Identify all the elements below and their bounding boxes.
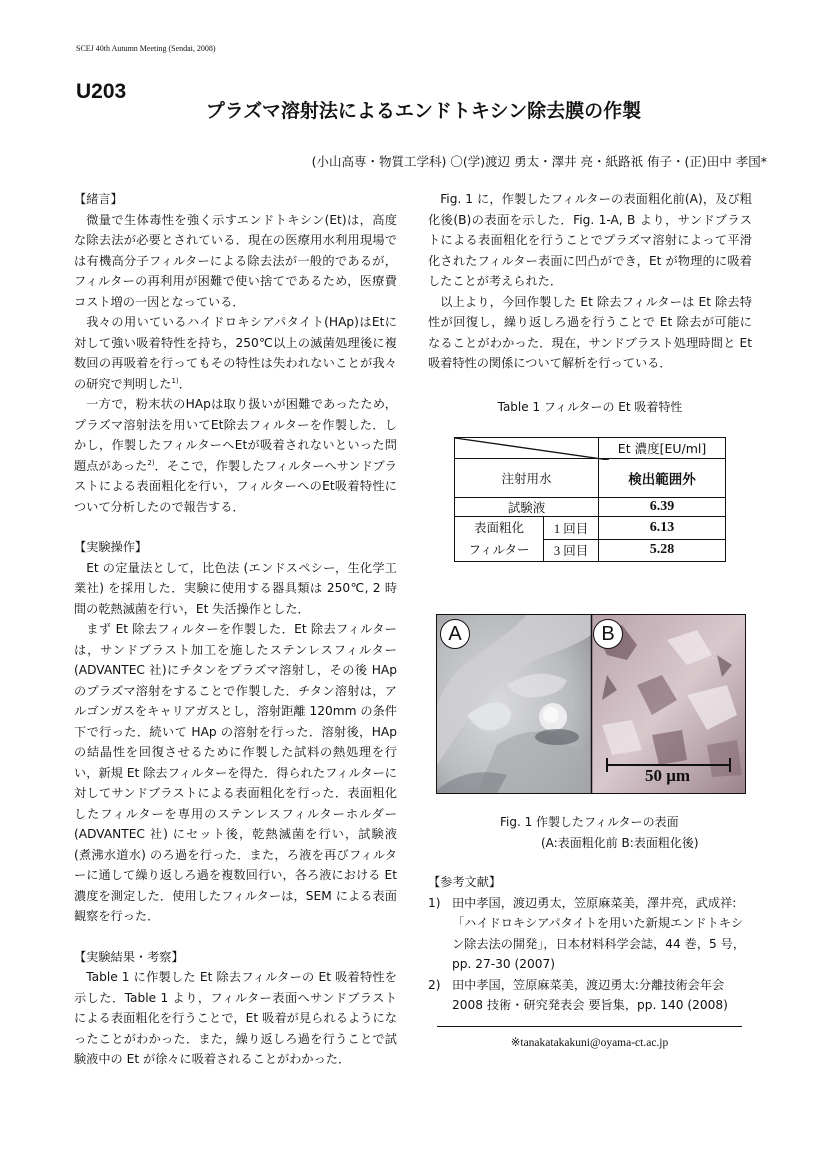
citation-1: 1) bbox=[171, 376, 179, 385]
diagonal-line bbox=[455, 438, 609, 460]
intro-paragraph-3b: ．そこで，作製したフィルターへサンドブラストによる表面粗化を行い，フィルターへのEt吸着特性について分析したので報告する． bbox=[74, 458, 397, 514]
paper-title: プラズマ溶射法によるエンドトキシン除去膜の作製 bbox=[205, 100, 642, 122]
intro-paragraph-3 bbox=[74, 394, 397, 517]
spacer bbox=[74, 927, 397, 947]
reference-text: 田中孝国，渡辺勇太，笠原麻菜美，澤井亮，武成祥:「ハイドロキシアパタイトを用いた新規エンドトキシン除去法の開発」，日本材料科学会誌，44 巻，5 号，pp. 27-30 (2007) bbox=[452, 895, 746, 971]
reference-text: 田中孝国，笠原麻菜美，渡辺勇太:分離技術会年会2008 技術・研究発表会 要旨集，pp. 140 (2008) bbox=[452, 977, 728, 1012]
reference-item bbox=[428, 893, 754, 975]
table-row-label: 試験液 bbox=[455, 498, 599, 517]
intro-paragraph-2 bbox=[74, 312, 397, 394]
table-corner-cell bbox=[455, 438, 599, 459]
table-row-group-label bbox=[455, 517, 544, 562]
figure-label-b: B bbox=[593, 619, 623, 649]
et-adsorption-table bbox=[454, 437, 726, 562]
table-cell-value: 6.13 bbox=[599, 517, 726, 540]
results-paragraph-1: Table 1 に作製した Et 除去フィルターの Et 吸着特性を示した．Table 1 より，フィルター表面へサンドブラストによる表面粗化を行うことで，Et 吸着が見られるようになったことがわかった．また，繰り返しろ過を行うことで試験液中の Et が徐々に吸着されることがわかった． bbox=[74, 970, 397, 1066]
author-list: (小山高専・物質工学科) 〇(学)渡辺 勇太・澤井 亮・紙路祇 侑子・(正)田中 孝国* bbox=[311, 154, 767, 169]
figure-caption-line-2: (A:表面粗化前 B:表面粗化後) bbox=[541, 836, 699, 850]
section-heading-method: 【実験操作】 bbox=[74, 540, 148, 554]
table-row-sublabel: 1 回目 bbox=[544, 517, 599, 540]
reference-number: 2) bbox=[428, 977, 441, 992]
intro-paragraph-2-text: 我々の用いているハイドロキシアパタイト(HAp)はEtに対して強い吸着特性を持ち，250℃以上の滅菌処理後に複数回の再吸着を行ってもその特性は失われないことが我々の研究で判明した bbox=[74, 315, 397, 391]
footnote-rule bbox=[437, 1026, 742, 1027]
citation-2: 2) bbox=[147, 458, 155, 467]
table-cell-value: 6.39 bbox=[599, 498, 726, 517]
table-row-sublabel: 3 回目 bbox=[544, 539, 599, 562]
intro-paragraph-2-end: ． bbox=[178, 376, 191, 391]
section-heading-intro: 【緒言】 bbox=[74, 192, 123, 206]
discussion-paragraph-2: 以上より，今回作製した Et 除去フィルターは Et 除去特性が回復し，繰り返しろ過を行うことで Et 除去が可能になることがわかった．現在，サンドブラスト処理時間と Et 吸着特性の関係について解析を行っている． bbox=[428, 294, 752, 370]
conference-header: SCEJ 40th Autumn Meeting (Sendai, 2008) bbox=[76, 44, 216, 53]
right-column bbox=[428, 189, 752, 374]
table-row-group-label-b: フィルター bbox=[468, 542, 530, 557]
table-cell-value: 検出範囲外 bbox=[599, 459, 726, 498]
left-column bbox=[74, 189, 397, 1070]
reference-item bbox=[428, 975, 754, 1016]
intro-paragraph-3a: 一方で，粉末状のHApは取り扱いが困難であったため，プラズマ溶射法を用いてEt除去フィルターを作製した．しかし，作製したフィルターへEtが吸着されないといった問題点があった bbox=[74, 397, 397, 473]
figure-caption bbox=[428, 812, 752, 854]
table-row-group-label-a: 表面粗化 bbox=[473, 520, 524, 535]
table-caption: Table 1 フィルターの Et 吸着特性 bbox=[497, 400, 683, 414]
spacer bbox=[74, 517, 397, 537]
intro-paragraph-1: 微量で生体毒性を強く示すエンドトキシン(Et)は，高度な除去法が必要とされている．現在の医療用水利用現場では有機高分子フィルターによる除去法が一般的であるが，フィルターの再利用が困難で使い捨てであるため，医療費コスト増の一因となっている． bbox=[74, 212, 397, 309]
references bbox=[428, 872, 754, 1016]
references-heading: 【参考文献】 bbox=[428, 875, 502, 889]
figure-caption-line-1: Fig. 1 作製したフィルターの表面 bbox=[500, 815, 679, 829]
method-paragraph-1: Et の定量法として，比色法 (エンドスペシー，生化学工業社) を採用した．実験に使用する器具類は 250℃, 2 時間の乾熱滅菌を行い，Et 失活操作とした． bbox=[74, 560, 397, 616]
contact-email: ※tanakatakakuni@oyama-ct.ac.jp bbox=[510, 1037, 669, 1049]
table-column-header: Et 濃度[EU/ml] bbox=[599, 438, 726, 459]
figure-label-a: A bbox=[440, 619, 470, 649]
section-heading-results: 【実験結果・考察】 bbox=[74, 949, 184, 964]
method-paragraph-2: まず Et 除去フィルターを作製した．Et 除去フィルターは，サンドブラスト加工を施したステンレスフィルター(ADVANTEC 社)にチタンをプラズマ溶射し，その後 HAp のプラズマ溶射をすることで作製した．チタン溶射は，アルゴンガスをキャリアガスとし，溶射距離 120mm の条件下で行った．続いて HAp の溶射を行った．溶射後，HAp の結晶性を回復させるために作製した試料の熱処理を行い，新規 Et 除去フィルターを得た．得られたフィルターに対してサンドブラストによる表面粗化を行った．表面粗化したフィルターを専用のステンレスフィルターホルダー (ADVANTEC 社) にセット後，乾熱滅菌を行い，試験液 (煮沸水道水) のろ過を行った．また，ろ液を再びフィルターに通して繰り返しろ過を複数回行い，各ろ液における Et 濃度を測定した．使用したフィルターは，SEM による表面観察を行った． bbox=[74, 622, 397, 923]
paper-id: U203 bbox=[76, 80, 127, 103]
scale-bar-label: 50 μm bbox=[644, 766, 691, 785]
discussion-paragraph-1: Fig. 1 に，作製したフィルターの表面粗化前(A)，及び粗化後(B)の表面を示した．Fig. 1-A, B より，サンドブラストによる表面粗化を行うことでプラズマ溶射によって平滑化されたフィルター表面に凹凸ができ，Et が物理的に吸着したことが考えられた． bbox=[428, 192, 752, 288]
reference-number: 1) bbox=[428, 895, 441, 910]
table-cell-value: 5.28 bbox=[599, 539, 726, 562]
table-row-label: 注射用水 bbox=[455, 459, 599, 498]
